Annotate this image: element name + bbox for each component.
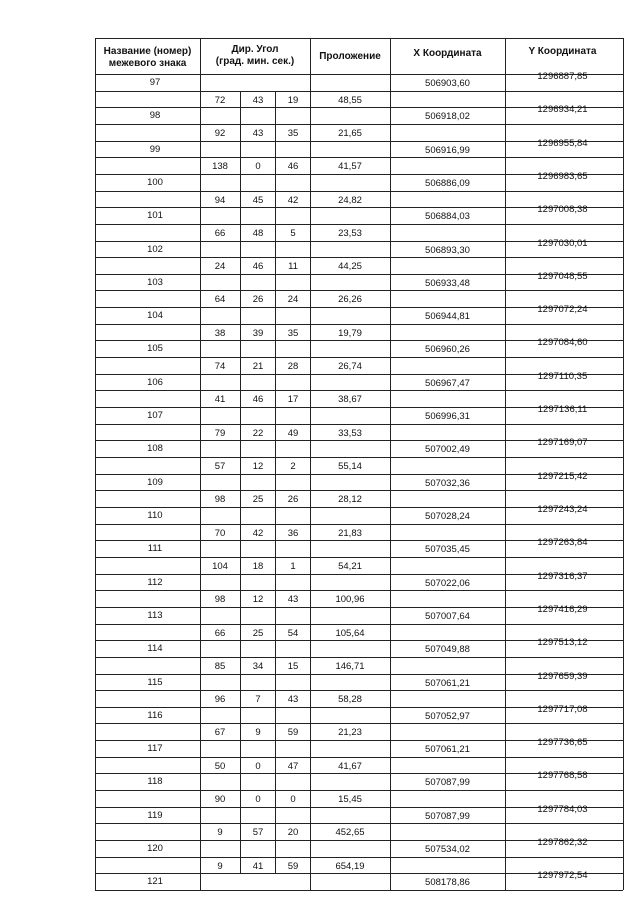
grid-horizontal-line — [95, 357, 623, 358]
x-coordinate: 508178,86 — [425, 877, 470, 889]
y-coordinate: 1297136,11 — [537, 404, 588, 416]
angle-minutes: 42 — [252, 527, 264, 539]
segment-length: 41,67 — [338, 760, 362, 772]
y-coordinate: 1297416,29 — [537, 603, 588, 615]
y-coordinate: 1296887,85 — [537, 71, 588, 82]
angle-minutes: 48 — [252, 227, 264, 239]
angle-seconds: 5 — [290, 227, 296, 239]
angle-seconds: 49 — [287, 427, 299, 439]
point-name: 109 — [147, 476, 163, 488]
x-coordinate: 507035,45 — [425, 544, 470, 556]
header-point-name-line1: Название (номер) — [103, 46, 192, 57]
point-name: 112 — [147, 576, 163, 588]
grid-horizontal-line — [95, 124, 623, 125]
grid-horizontal-line — [95, 390, 623, 391]
angle-minutes: 57 — [252, 827, 264, 839]
angle-minutes: 25 — [252, 627, 264, 639]
angle-degrees: 96 — [214, 694, 226, 706]
grid-horizontal-line — [95, 657, 623, 658]
angle-minutes: 41 — [252, 860, 264, 872]
x-coordinate: 506916,99 — [425, 144, 470, 156]
angle-minutes: 7 — [255, 694, 261, 706]
header-point-name-line2: межевого знака — [108, 58, 187, 69]
grid-horizontal-line — [95, 157, 623, 158]
grid-vertical-line — [200, 38, 201, 890]
x-coordinate: 506903,60 — [425, 78, 470, 89]
segment-length: 452,65 — [335, 827, 365, 839]
angle-degrees: 66 — [214, 627, 226, 639]
angle-seconds: 1 — [290, 560, 296, 572]
angle-minutes: 0 — [255, 760, 261, 772]
angle-minutes: 21 — [252, 361, 264, 373]
angle-minutes: 12 — [252, 461, 264, 473]
grid-horizontal-line — [95, 890, 623, 891]
grid-vertical-line — [275, 91, 276, 874]
point-name: 113 — [147, 609, 163, 621]
grid-vertical-line — [240, 91, 241, 874]
point-name: 115 — [147, 676, 163, 688]
angle-seconds: 28 — [287, 361, 299, 373]
y-coordinate: 1297736,65 — [537, 737, 588, 749]
point-name: 108 — [147, 443, 163, 455]
angle-degrees: 64 — [214, 294, 226, 306]
y-coordinate: 1297768,58 — [537, 770, 588, 782]
grid-horizontal-line — [95, 324, 623, 325]
segment-length: 23,53 — [338, 227, 362, 239]
angle-degrees: 94 — [214, 194, 226, 206]
grid-horizontal-line — [95, 424, 623, 425]
angle-degrees: 9 — [217, 827, 223, 839]
x-coordinate: 507022,06 — [425, 577, 470, 589]
angle-minutes: 18 — [252, 560, 264, 572]
angle-seconds: 0 — [290, 794, 296, 806]
y-coordinate: 1297072,24 — [537, 304, 588, 316]
grid-horizontal-line — [95, 690, 623, 691]
angle-degrees: 24 — [214, 261, 226, 273]
point-name: 102 — [147, 243, 163, 255]
segment-length: 100,96 — [335, 594, 365, 606]
angle-degrees: 98 — [214, 594, 226, 606]
point-name: 107 — [147, 410, 163, 422]
angle-seconds: 47 — [287, 760, 299, 772]
y-coordinate: 1297316,37 — [537, 570, 588, 582]
segment-length: 21,23 — [338, 727, 362, 739]
segment-length: 26,26 — [338, 294, 362, 306]
y-coordinate: 1297048,55 — [537, 270, 588, 282]
segment-length: 21,83 — [338, 527, 362, 539]
boundary-coordinates-table — [95, 38, 623, 890]
angle-minutes: 39 — [252, 327, 264, 339]
point-name: 111 — [147, 543, 163, 555]
y-coordinate: 1297513,12 — [537, 637, 588, 649]
angle-seconds: 19 — [287, 94, 299, 106]
angle-degrees: 85 — [214, 660, 226, 672]
grid-horizontal-line — [95, 191, 623, 192]
angle-seconds: 59 — [287, 727, 299, 739]
y-coordinate: 1297084,60 — [537, 337, 588, 349]
angle-seconds: 24 — [287, 294, 299, 306]
angle-degrees: 138 — [212, 161, 228, 173]
segment-length: 44,25 — [338, 261, 362, 273]
x-coordinate: 507007,64 — [425, 610, 470, 622]
point-name: 117 — [147, 743, 163, 755]
header-direction-angle — [200, 44, 310, 68]
segment-length: 15,45 — [338, 794, 362, 806]
point-name: 118 — [147, 776, 163, 788]
segment-length: 26,74 — [338, 361, 362, 373]
angle-seconds: 20 — [287, 827, 299, 839]
angle-seconds: 35 — [287, 327, 299, 339]
grid-vertical-line — [623, 38, 624, 890]
angle-seconds: 15 — [287, 660, 299, 672]
grid-horizontal-line — [95, 490, 623, 491]
x-coordinate: 507534,02 — [425, 844, 470, 856]
x-coordinate: 507002,49 — [425, 444, 470, 456]
segment-length: 28,12 — [338, 494, 362, 506]
grid-vertical-line — [310, 38, 311, 890]
angle-degrees: 41 — [214, 394, 226, 406]
angle-degrees: 67 — [214, 727, 226, 739]
header-y: Y Координата — [528, 46, 597, 57]
angle-minutes: 43 — [252, 127, 264, 139]
point-name: 121 — [147, 876, 163, 888]
angle-degrees: 90 — [214, 794, 226, 806]
header-length: Проложение — [319, 51, 381, 62]
angle-degrees: 9 — [217, 860, 223, 872]
x-coordinate: 506893,30 — [425, 244, 470, 256]
point-name: 103 — [147, 276, 163, 288]
grid-horizontal-line — [95, 857, 623, 858]
header-angle-line1: Дир. Угол — [231, 44, 279, 55]
grid-horizontal-line — [95, 257, 623, 258]
point-name: 110 — [147, 509, 163, 521]
segment-length: 38,67 — [338, 394, 362, 406]
angle-degrees: 50 — [214, 760, 226, 772]
grid-horizontal-line — [95, 624, 623, 625]
y-coordinate: 1296934,21 — [537, 104, 588, 116]
grid-horizontal-line — [95, 790, 623, 791]
angle-minutes: 45 — [252, 194, 264, 206]
point-name: 116 — [147, 709, 163, 721]
segment-length: 105,64 — [335, 627, 365, 639]
point-name: 100 — [147, 176, 163, 188]
angle-degrees: 74 — [214, 361, 226, 373]
y-coordinate: 1297110,35 — [537, 370, 588, 382]
angle-degrees: 98 — [214, 494, 226, 506]
point-name: 101 — [147, 210, 163, 222]
grid-vertical-line — [390, 38, 391, 890]
segment-length: 146,71 — [335, 660, 365, 672]
grid-vertical-line — [95, 38, 96, 890]
grid-vertical-line — [505, 38, 506, 890]
y-coordinate: 1297972,54 — [537, 870, 588, 882]
angle-degrees: 92 — [214, 127, 226, 139]
x-coordinate: 506886,09 — [425, 177, 470, 189]
angle-minutes: 34 — [252, 660, 264, 672]
header-x: X Координата — [413, 48, 482, 59]
angle-seconds: 11 — [288, 261, 298, 273]
angle-minutes: 0 — [255, 794, 261, 806]
angle-degrees: 104 — [212, 560, 228, 572]
angle-minutes: 9 — [255, 727, 261, 739]
angle-degrees: 72 — [214, 94, 226, 106]
grid-horizontal-line — [95, 457, 623, 458]
x-coordinate: 506967,47 — [425, 377, 470, 389]
point-name: 104 — [147, 310, 163, 322]
angle-minutes: 46 — [252, 394, 264, 406]
grid-horizontal-line — [95, 557, 623, 558]
point-name: 106 — [147, 376, 163, 388]
segment-length: 24,82 — [338, 194, 362, 206]
angle-degrees: 79 — [214, 427, 226, 439]
grid-horizontal-line — [95, 38, 623, 39]
point-name: 105 — [147, 343, 163, 355]
x-coordinate: 506960,26 — [425, 344, 470, 356]
segment-length: 48,55 — [338, 94, 362, 106]
x-coordinate: 506996,31 — [425, 411, 470, 423]
x-coordinate: 506933,48 — [425, 277, 470, 289]
angle-seconds: 17 — [287, 394, 299, 406]
point-name: 120 — [147, 843, 163, 855]
y-coordinate: 1297717,08 — [537, 703, 588, 715]
grid-horizontal-line — [95, 757, 623, 758]
angle-minutes: 12 — [252, 594, 264, 606]
angle-seconds: 54 — [287, 627, 299, 639]
point-name: 99 — [149, 143, 161, 155]
angle-minutes: 46 — [252, 261, 264, 273]
segment-length: 41,57 — [338, 161, 362, 173]
angle-seconds: 59 — [287, 860, 299, 872]
angle-degrees: 38 — [214, 327, 226, 339]
x-coordinate: 507061,21 — [425, 677, 470, 689]
grid-horizontal-line — [95, 290, 623, 291]
x-coordinate: 507087,99 — [425, 777, 470, 789]
point-name: 98 — [149, 110, 161, 122]
angle-seconds: 35 — [287, 127, 299, 139]
grid-horizontal-line — [95, 723, 623, 724]
segment-length: 19,79 — [338, 327, 362, 339]
x-coordinate: 507049,88 — [425, 644, 470, 656]
angle-minutes: 26 — [252, 294, 264, 306]
segment-length: 54,21 — [338, 560, 362, 572]
angle-seconds: 26 — [287, 494, 299, 506]
x-coordinate: 507032,36 — [425, 477, 470, 489]
segment-length: 654,19 — [335, 860, 365, 872]
angle-seconds: 36 — [287, 527, 299, 539]
grid-horizontal-line — [95, 91, 623, 92]
grid-horizontal-line — [95, 823, 623, 824]
x-coordinate: 506918,02 — [425, 111, 470, 123]
x-coordinate: 507061,21 — [425, 744, 470, 756]
angle-degrees: 70 — [214, 527, 226, 539]
point-name: 119 — [147, 809, 163, 821]
y-coordinate: 1297215,42 — [537, 470, 588, 482]
angle-minutes: 43 — [252, 94, 264, 106]
y-coordinate: 1297169,07 — [537, 437, 588, 449]
point-name: 114 — [147, 643, 163, 655]
angle-minutes: 0 — [255, 161, 261, 173]
y-coordinate: 1297243,24 — [537, 503, 588, 515]
angle-degrees: 66 — [214, 227, 226, 239]
angle-seconds: 42 — [287, 194, 299, 206]
y-coordinate: 1297659,39 — [537, 670, 588, 682]
y-coordinate: 1296955,84 — [537, 137, 588, 149]
angle-minutes: 22 — [252, 427, 264, 439]
angle-minutes: 25 — [252, 494, 264, 506]
angle-seconds: 2 — [290, 461, 296, 473]
y-coordinate: 1297008,38 — [537, 204, 588, 216]
angle-seconds: 43 — [287, 694, 299, 706]
segment-length: 33,53 — [338, 427, 362, 439]
y-coordinate: 1297030,01 — [537, 237, 588, 249]
angle-degrees: 57 — [214, 461, 226, 473]
header-point-name — [95, 46, 200, 70]
angle-seconds: 43 — [287, 594, 299, 606]
x-coordinate: 507087,99 — [425, 810, 470, 822]
y-coordinate: 1297862,32 — [537, 837, 588, 849]
x-coordinate: 506944,81 — [425, 311, 470, 323]
grid-horizontal-line — [95, 224, 623, 225]
point-name: 97 — [149, 77, 161, 88]
header-angle-line2: (град. мин. сек.) — [215, 56, 295, 67]
y-coordinate: 1297784,03 — [537, 803, 588, 815]
x-coordinate: 507052,97 — [425, 710, 470, 722]
y-coordinate: 1296983,65 — [537, 170, 588, 182]
segment-length: 55,14 — [338, 461, 362, 473]
x-coordinate: 507028,24 — [425, 510, 470, 522]
x-coordinate: 506884,03 — [425, 211, 470, 223]
y-coordinate: 1297263,84 — [537, 537, 588, 549]
segment-length: 58,28 — [338, 694, 362, 706]
angle-seconds: 46 — [287, 161, 299, 173]
grid-horizontal-line — [95, 590, 623, 591]
segment-length: 21,65 — [338, 127, 362, 139]
grid-horizontal-line — [95, 524, 623, 525]
